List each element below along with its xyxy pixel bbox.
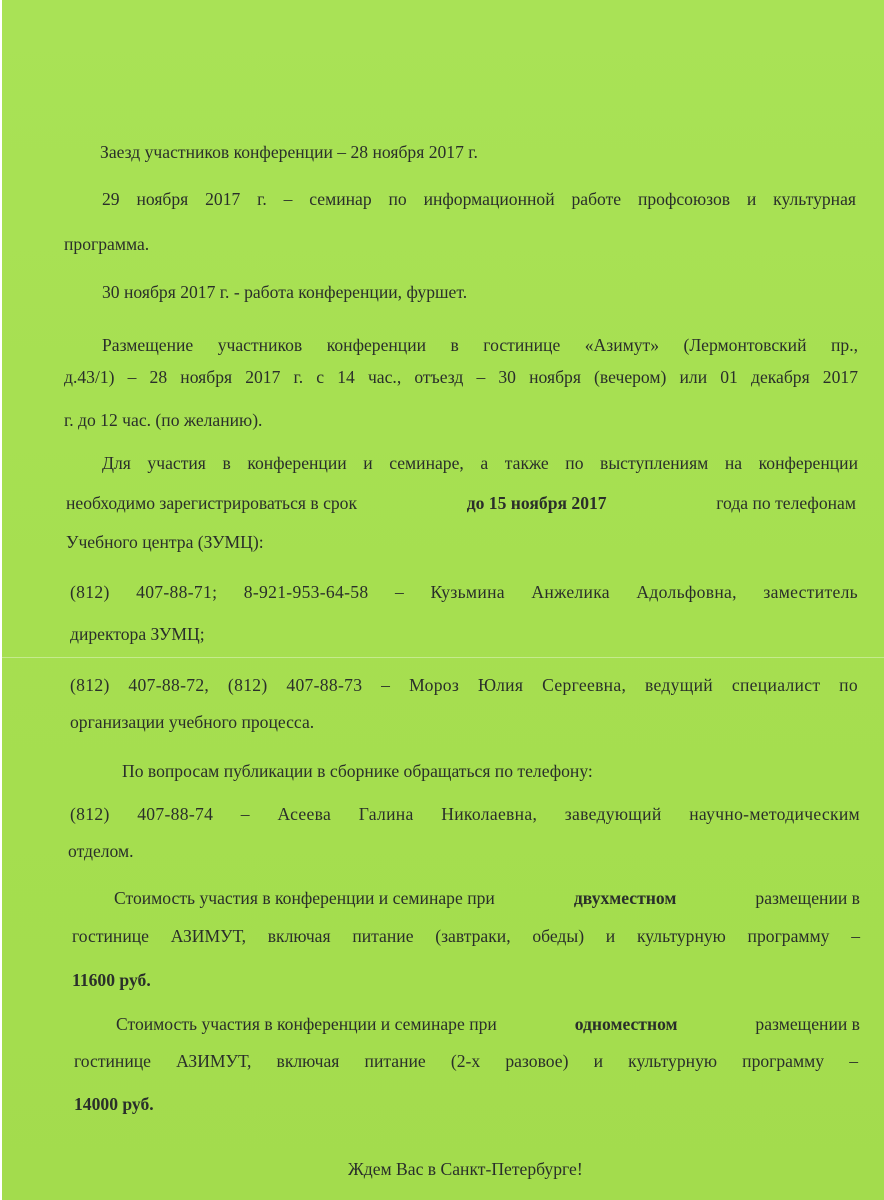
accommodation-line-1: Размещение участников конференции в гостинице «Азимут» (Лермонтовский пр., xyxy=(102,335,858,355)
single-room-cost-post: размещении в xyxy=(755,1014,860,1034)
publication-contact-intro: По вопросам публикации в сборнике обращаться по телефону: xyxy=(122,761,593,781)
contact-kuzmina-line-1: (812) 407-88-71; 8-921-953-64-58 – Кузьмина Анжелика Адольфовна, заместитель xyxy=(70,582,858,602)
contact-kuzmina-line-2: директора ЗУМЦ; xyxy=(70,624,205,644)
registration-line-2-pre: необходимо зарегистрироваться в срок xyxy=(66,493,358,513)
registration-line-1: Для участия в конференции и семинаре, а также по выступлениям на конференции xyxy=(102,453,858,473)
accommodation-line-2: д.43/1) – 28 ноября 2017 г. с 14 час., отъезд – 30 ноября (вечером) или 01 декабря 2017 xyxy=(64,367,858,387)
contact-aseeva-line-1: (812) 407-88-74 – Асеева Галина Николаевна, заведующий научно-методическим xyxy=(70,804,860,824)
accommodation-line-3: г. до 12 час. (по желанию). xyxy=(64,410,263,430)
single-room-label: одноместном xyxy=(574,1014,678,1034)
seminar-date-line: 29 ноября 2017 г. – семинар по информационной работе профсоюзов и культурная xyxy=(102,189,856,209)
document-page xyxy=(2,0,884,1200)
closing-line: Ждем Вас в Санкт-Петербурге! xyxy=(348,1159,583,1179)
contact-aseeva-line-2: отделом. xyxy=(68,841,134,861)
double-room-cost-pre: Стоимость участия в конференции и семинаре при xyxy=(114,888,495,908)
arrival-date-line: Заезд участников конференции – 28 ноября 2017 г. xyxy=(100,142,478,162)
conference-date-line: 30 ноября 2017 г. - работа конференции, фуршет. xyxy=(102,282,468,302)
contact-moroz-line-1: (812) 407-88-72, (812) 407-88-73 – Мороз Юлия Сергеевна, ведущий специалист по xyxy=(70,675,858,695)
registration-line-2-post: года по телефонам xyxy=(716,493,856,513)
registration-line-3: Учебного центра (ЗУМЦ): xyxy=(66,532,264,552)
double-room-cost-line-2: гостинице АЗИМУТ, включая питание (завтраки, обеды) и культурную программу – xyxy=(72,926,860,946)
double-room-price: 11600 руб. xyxy=(72,970,151,990)
paper-fold-line xyxy=(2,657,884,658)
double-room-cost-post: размещении в xyxy=(755,888,860,908)
contact-moroz-line-2: организации учебного процесса. xyxy=(70,712,315,732)
registration-deadline: до 15 ноября 2017 xyxy=(466,493,607,513)
registration-line-2 xyxy=(66,487,856,519)
single-room-cost-line-2: гостинице АЗИМУТ, включая питание (2-х разовое) и культурную программу – xyxy=(74,1051,858,1071)
single-room-cost-pre: Стоимость участия в конференции и семинаре при xyxy=(116,1014,497,1034)
double-room-cost-line-1 xyxy=(114,882,860,914)
seminar-date-line-cont: программа. xyxy=(64,234,150,254)
single-room-cost-line-1 xyxy=(116,1008,860,1040)
double-room-label: двухместном xyxy=(573,888,677,908)
single-room-price: 14000 руб. xyxy=(74,1094,154,1114)
